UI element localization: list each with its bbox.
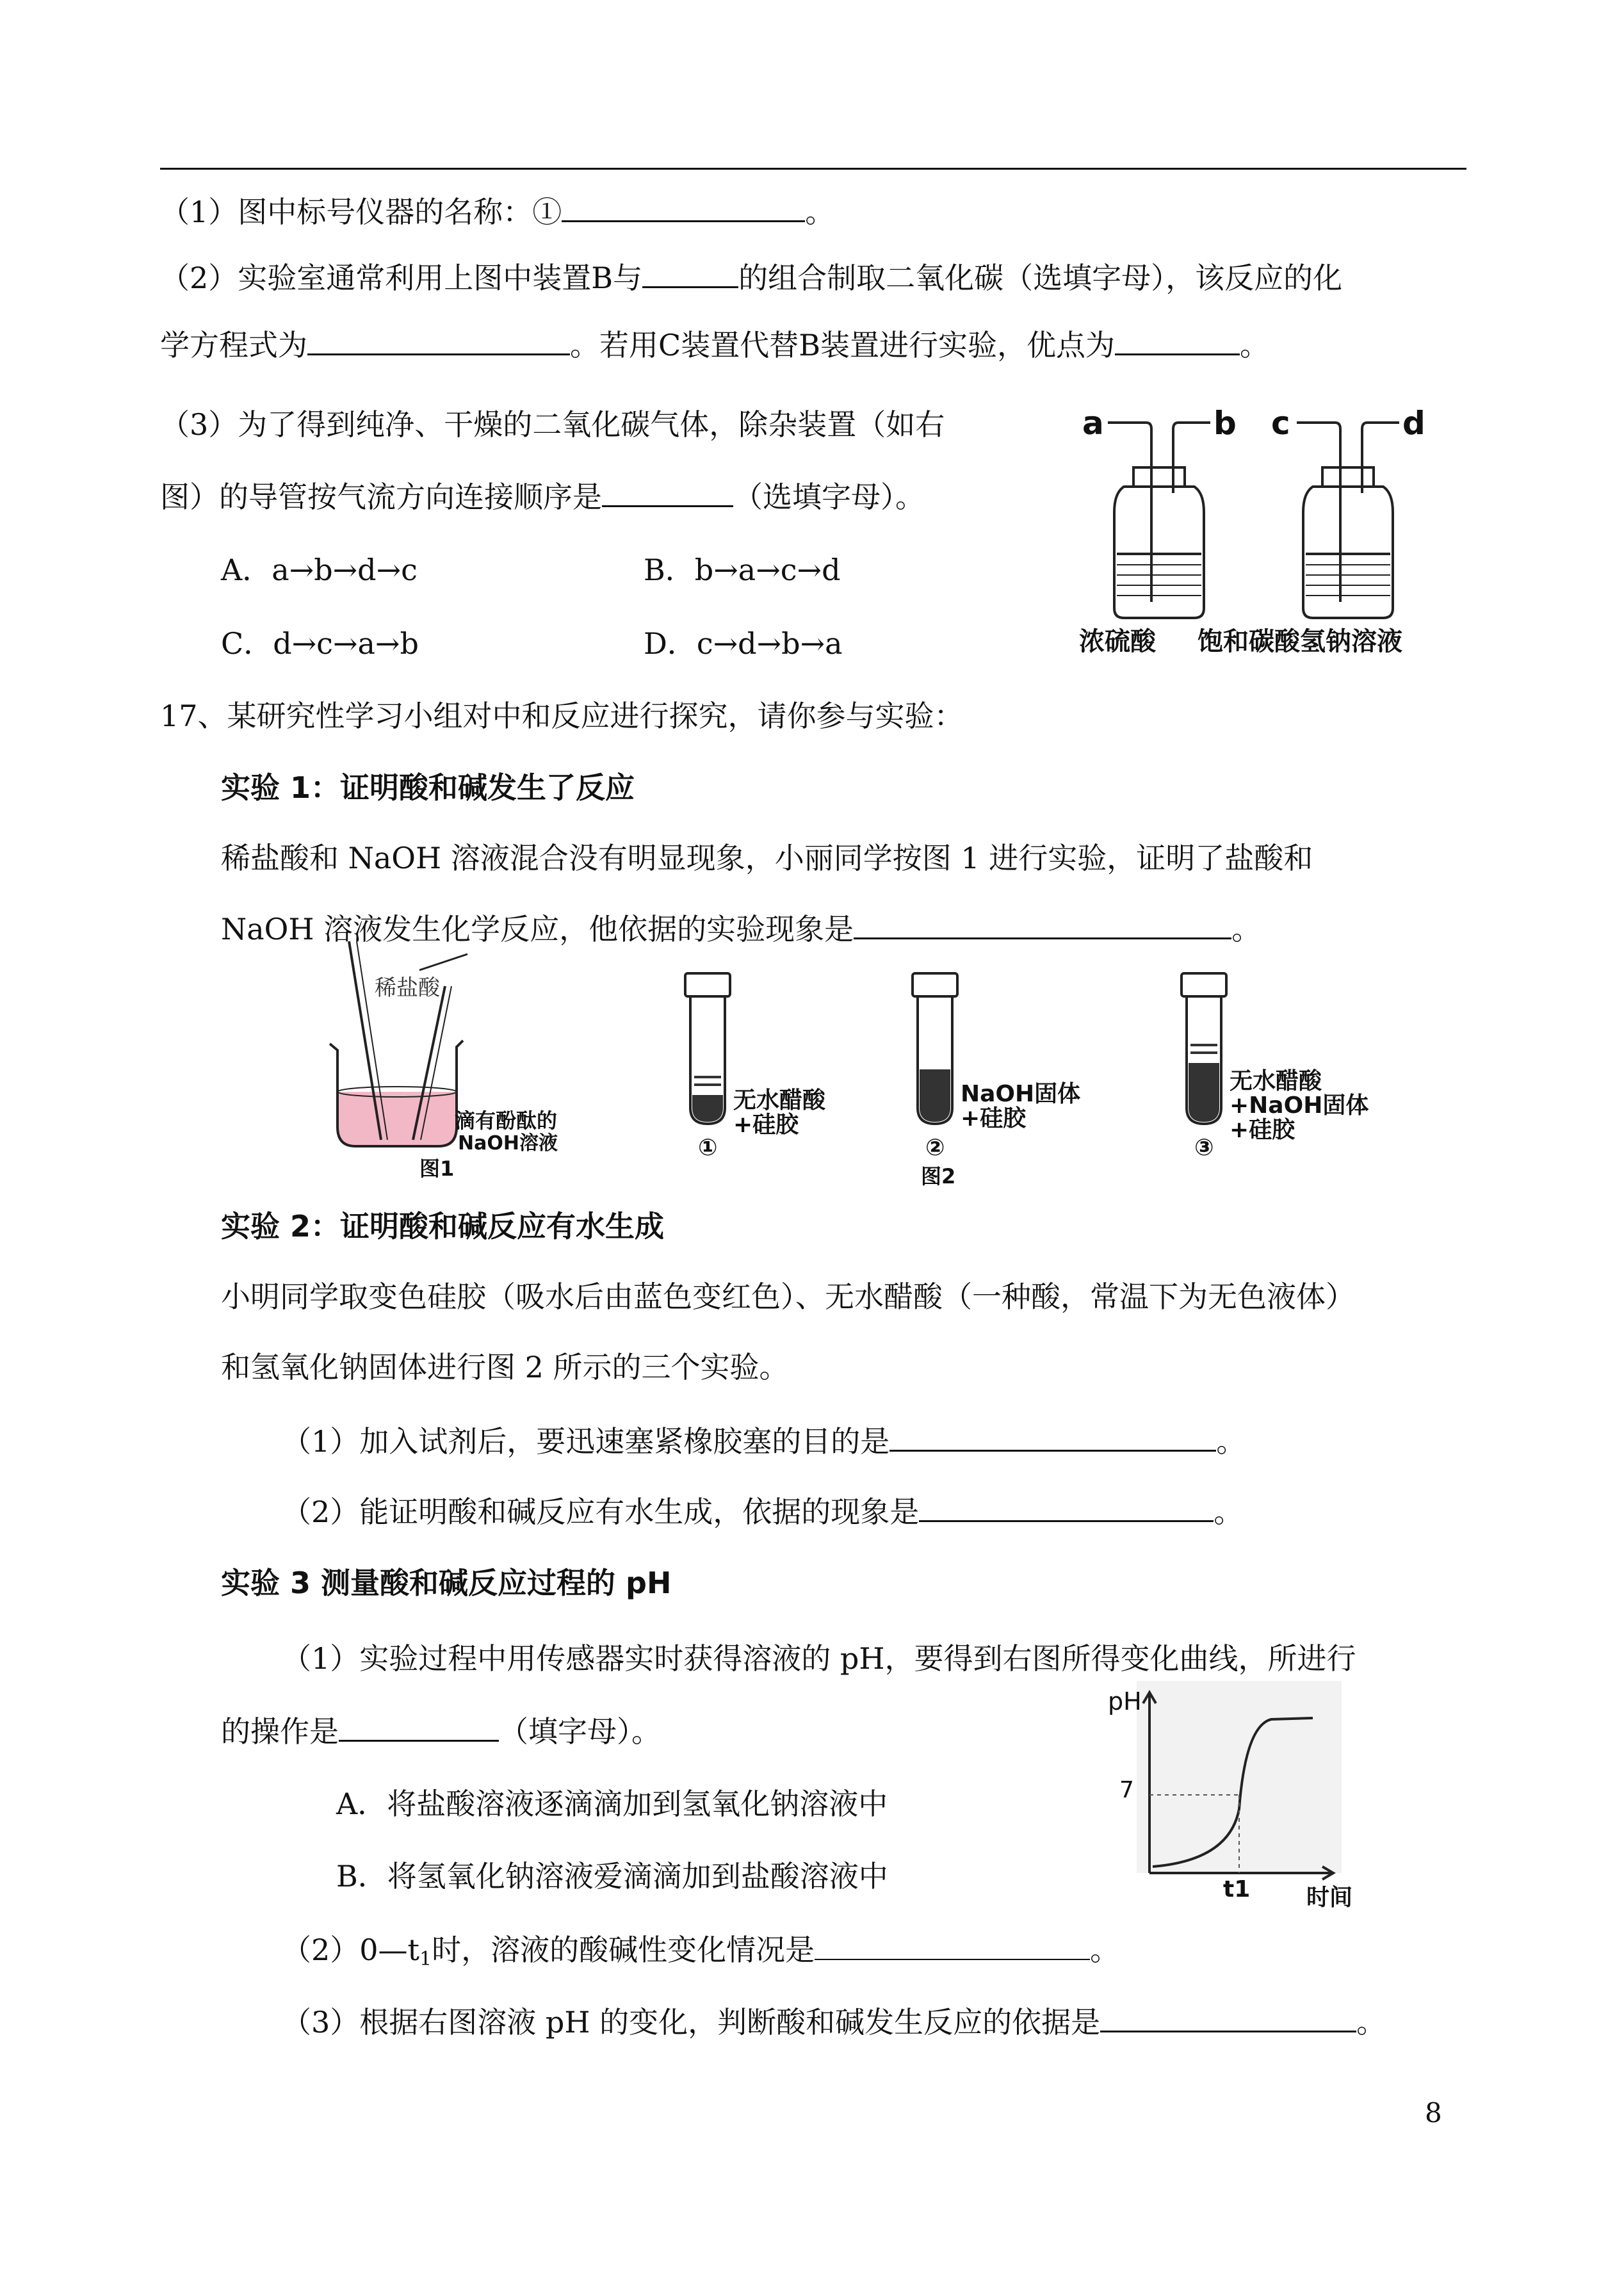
exp3-q3-suffix: 。 <box>1356 2005 1386 2040</box>
q16-part2b-mid: 。若用C装置代替B装置进行实验，优点为 <box>570 328 1115 362</box>
exp1-title: 实验 1：证明酸和碱发生了反应 <box>221 770 635 805</box>
caption-sodium-bicarbonate: 饱和碳酸氢钠溶液 <box>1198 627 1402 656</box>
answer-blank[interactable] <box>815 1931 1090 1960</box>
label-c: c <box>1271 405 1290 442</box>
exp2-line1: 小明同学取变色硅胶（吸水后由蓝色变红色）、无水醋酸（一种酸，常温下为无色液体） <box>221 1279 1355 1314</box>
exp3-q2-suffix: 。 <box>1090 1933 1120 1967</box>
exp2-q2 <box>282 1492 1243 1531</box>
q16-option-a[interactable]: A．a→b→d→c <box>221 553 418 587</box>
exp2-q2-prefix: （2）能证明酸和碱反应有水生成，依据的现象是 <box>282 1495 920 1529</box>
q16-option-d[interactable]: D．c→d→b→a <box>644 626 843 661</box>
q16-part3-line1-text: （3）为了得到纯净、干燥的二氧化碳气体，除杂装置（如右 <box>160 407 945 442</box>
exp3-q3 <box>282 2002 1386 2041</box>
exp3-q1-prefix: 的操作是 <box>221 1714 339 1749</box>
label-d: d <box>1402 405 1425 442</box>
exp2-line2: 和氢氧化钠固体进行图 2 所示的三个实验。 <box>221 1350 789 1384</box>
q16-part2b-suffix: 。 <box>1240 328 1269 362</box>
subscript-1: 1 <box>419 1948 432 1970</box>
exp2-q1 <box>282 1422 1246 1461</box>
label-b: b <box>1214 405 1237 442</box>
figure-1-caption: 图1 <box>419 1156 455 1181</box>
q16-part2-prefix: （2）实验室通常利用上图中装置B与 <box>160 261 643 295</box>
q16-part3-line2 <box>160 477 925 516</box>
tube2-label-line1: NaOH固体 <box>961 1081 1081 1107</box>
wash-bottle-figure <box>1076 397 1473 656</box>
exp3-q1-suffix: （填字母）。 <box>499 1714 661 1749</box>
tube3-label-line3: +硅胶 <box>1230 1117 1295 1143</box>
exp2-q1-prefix: （1）加入试剂后，要迅速塞紧橡胶塞的目的是 <box>282 1424 890 1459</box>
tube3-label-line2: +NaOH固体 <box>1230 1092 1369 1119</box>
exp3-option-b[interactable]: B．将氢氧化钠溶液爱滴滴加到盐酸溶液中 <box>336 1859 888 1894</box>
exp1-line2-prefix: NaOH 溶液发生化学反应，他依据的实验现象是 <box>221 912 854 946</box>
q17-intro: 17、某研究性学习小组对中和反应进行探究，请你参与实验： <box>160 699 964 733</box>
q16-part2-mid: 的组合制取二氧化碳（选填字母），该反应的化 <box>738 261 1343 295</box>
label-naoh-solution: NaOH溶液 <box>458 1132 558 1155</box>
q16-part1 <box>160 192 834 231</box>
exp3-q1-line1: （1）实验过程中用传感器实时获得溶液的 pH，要得到右图所得变化曲线，所进行 <box>282 1641 1356 1676</box>
tube1-label-line1: 无水醋酸 <box>733 1087 826 1114</box>
answer-blank[interactable] <box>854 909 1231 939</box>
q16-part3-line1 <box>160 405 945 444</box>
answer-blank[interactable] <box>602 477 733 507</box>
exp1-line1: 稀盐酸和 NaOH 溶液混合没有明显现象，小丽同学按图 1 进行实验，证明了盐酸和 <box>221 841 1313 875</box>
exp3-q3-prefix: （3）根据右图溶液 pH 的变化，判断酸和碱发生反应的依据是 <box>282 2005 1101 2040</box>
ph-curve-graph <box>1101 1681 1396 1924</box>
label-phenolphthalein: 滴有酚酞的 <box>455 1108 558 1133</box>
answer-blank[interactable] <box>562 192 805 222</box>
figure-2-test-tubes <box>666 967 1409 1197</box>
q16-part1-suffix: 。 <box>805 195 835 229</box>
answer-blank[interactable] <box>307 325 570 355</box>
q16-option-c[interactable]: C．d→c→a→b <box>221 626 419 661</box>
exp2-title: 实验 2：证明酸和碱反应有水生成 <box>221 1209 665 1244</box>
answer-blank[interactable] <box>889 1422 1216 1452</box>
exp2-q1-suffix: 。 <box>1216 1424 1246 1459</box>
caption-conc-sulfuric-acid: 浓硫酸 <box>1079 627 1156 656</box>
figure-1-beaker <box>323 935 592 1191</box>
label-dilute-hcl: 稀盐酸 <box>375 975 440 1001</box>
exp3-title: 实验 3 测量酸和碱反应过程的 pH <box>221 1566 672 1600</box>
exp1-line2-suffix: 。 <box>1231 912 1262 946</box>
label-a: a <box>1082 405 1104 442</box>
figure-2-caption: 图2 <box>921 1164 956 1188</box>
tube3-label-line1: 无水醋酸 <box>1230 1068 1322 1094</box>
tube2-number: ② <box>925 1135 945 1161</box>
q16-part2-line2 <box>160 325 1269 364</box>
x-axis-label: 时间 <box>1306 1885 1353 1911</box>
q16-part2b-prefix: 学方程式为 <box>160 328 307 362</box>
q16-part3-prefix: 图）的导管按气流方向连接顺序是 <box>160 480 602 514</box>
tube2-label-line2: +硅胶 <box>961 1105 1027 1131</box>
q16-part2-line1 <box>160 258 1342 297</box>
exp3-q1-line2 <box>221 1712 661 1751</box>
tick-7: 7 <box>1119 1777 1134 1803</box>
t1-label: t1 <box>1223 1876 1251 1902</box>
exp2-q2-suffix: 。 <box>1214 1495 1244 1529</box>
answer-blank[interactable] <box>919 1492 1214 1522</box>
exp3-q2-mid: 时，溶液的酸碱性变化情况是 <box>432 1933 815 1967</box>
q16-option-b[interactable]: B．b→a→c→d <box>644 553 841 587</box>
answer-blank[interactable] <box>1115 325 1240 355</box>
exp3-option-a[interactable]: A．将盐酸溶液逐滴滴加到氢氧化钠溶液中 <box>336 1787 888 1821</box>
answer-blank[interactable] <box>339 1712 499 1742</box>
q16-part1-text: （1）图中标号仪器的名称：① <box>160 195 562 229</box>
tube1-label-line2: +硅胶 <box>733 1112 799 1138</box>
answer-blank[interactable] <box>1100 2002 1356 2032</box>
y-axis-label: pH <box>1108 1687 1142 1715</box>
top-rule <box>160 168 1466 170</box>
exp3-q2-prefix: （2）0—t <box>282 1933 420 1967</box>
answer-blank[interactable] <box>642 258 738 288</box>
page-number: 8 <box>1425 2097 1442 2129</box>
tube3-number: ③ <box>1194 1135 1214 1161</box>
q16-part3-suffix: （选填字母）。 <box>733 480 925 514</box>
exp3-q2 <box>282 1931 1119 1979</box>
tube1-number: ① <box>698 1135 718 1161</box>
